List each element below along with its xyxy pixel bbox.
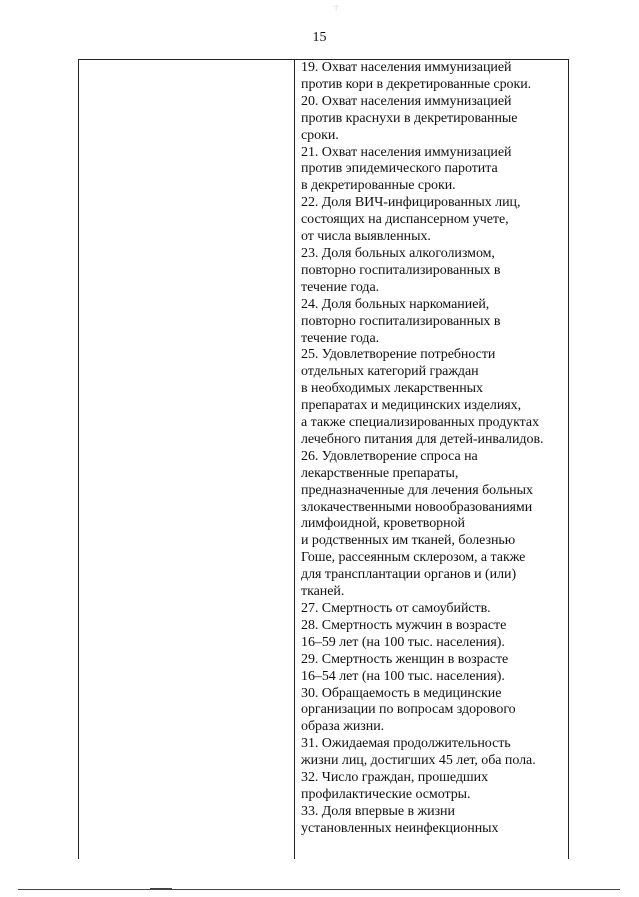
indicator-item-line: лекарственные препараты,: [301, 465, 459, 481]
indicator-item: [301, 686, 567, 737]
indicator-item-line: 16–59 лет (на 100 тыс. населения).: [301, 634, 505, 650]
indicator-item-line: против кори в декретированные сроки.: [301, 76, 532, 92]
indicator-item-line: 31. Ожидаемая продолжительность: [301, 736, 511, 752]
indicator-item-line: предназначенные для лечения больных: [301, 482, 533, 498]
indicator-item-line: 29. Смертность женщин в возрасте: [301, 651, 509, 667]
indicator-item-line: а также специализированных продуктах: [301, 415, 540, 431]
indicator-item-line: 30. Обращаемость в медицинские: [301, 685, 502, 701]
indicator-item-line: повторно госпитализированных в: [301, 313, 501, 329]
indicator-item-line: в необходимых лекарственных: [301, 381, 483, 397]
indicators-table: [78, 59, 569, 859]
indicator-item: [301, 652, 567, 686]
indicator-item-line: препаратах и медицинских изделиях,: [301, 398, 522, 414]
indicator-item-line: для трансплантации органов и (или): [301, 567, 517, 583]
indicator-item-line: течение года.: [301, 279, 380, 295]
indicator-item: [301, 449, 567, 601]
indicator-item: [301, 195, 567, 246]
indicator-item-line: 33. Доля впервые в жизни: [301, 803, 455, 819]
indicator-item-line: злокачественными новообразованиями: [301, 499, 533, 515]
indicator-item-line: 24. Доля больных наркоманией,: [301, 296, 490, 312]
page-number: 15: [312, 30, 327, 45]
indicator-item-line: 22. Доля ВИЧ-инфицированных лиц,: [301, 195, 521, 211]
indicator-item-line: против эпидемического паротита: [301, 161, 498, 177]
indicator-item-line: Гоше, рассеянным склерозом, а также: [301, 550, 526, 566]
indicator-item-line: жизни лиц, достигших 45 лет, оба пола.: [301, 753, 536, 769]
indicator-item: [301, 770, 567, 804]
indicator-item-line: от числа выявленных.: [301, 229, 431, 245]
indicator-item-line: 25. Удовлетворение потребности: [301, 347, 496, 363]
indicator-item-line: повторно госпитализированных в: [301, 262, 501, 278]
page-bottom-rule-mark: [150, 888, 172, 890]
indicator-item-line: и родственных им тканей, болезнью: [301, 533, 516, 549]
indicator-item-line: 16–54 лет (на 100 тыс. населения).: [301, 668, 505, 684]
table-column-divider: [294, 60, 295, 859]
indicator-item: [301, 297, 567, 348]
indicator-item-line: состоящих на диспансерном учете,: [301, 212, 509, 228]
indicator-item-line: против краснухи в декретированные: [301, 110, 518, 126]
indicator-item-line: лимфоидной, кроветворной: [301, 516, 465, 532]
indicators-list-cell: [301, 60, 567, 838]
indicator-item-line: установленных неинфекционных: [301, 820, 499, 836]
indicator-item-line: отдельных категорий граждан: [301, 364, 479, 380]
indicator-item-line: 19. Охват населения иммунизацией: [301, 60, 512, 75]
indicator-item-line: 28. Смертность мужчин в возрасте: [301, 617, 507, 633]
indicator-item: [301, 94, 567, 145]
indicator-item: [301, 145, 567, 196]
scan-artifact-mark: ·|·: [333, 3, 340, 11]
indicator-item-line: тканей.: [301, 584, 345, 600]
indicator-item: [301, 246, 567, 297]
indicator-item-line: образа жизни.: [301, 719, 385, 735]
page-bottom-rule: [18, 889, 620, 890]
indicator-item-line: 32. Число граждан, прошедших: [301, 770, 489, 786]
indicator-item-line: 23. Доля больных алкоголизмом,: [301, 245, 495, 261]
indicator-item: [301, 618, 567, 652]
indicator-item: [301, 347, 567, 448]
indicator-item-line: организации по вопросам здорового: [301, 702, 516, 718]
indicator-item: [301, 736, 567, 770]
indicator-item-line: 27. Смертность от самоубийств.: [301, 601, 491, 616]
indicator-item-line: 20. Охват населения иммунизацией: [301, 93, 512, 109]
indicator-item-line: 26. Удовлетворение спроса на: [301, 448, 478, 464]
indicator-item-line: в декретированные сроки.: [301, 178, 456, 194]
indicator-item-line: лечебного питания для детей-инвалидов.: [301, 431, 544, 447]
indicator-item: [301, 804, 567, 838]
indicator-item-line: 21. Охват населения иммунизацией: [301, 144, 512, 160]
indicator-item: [301, 601, 567, 618]
indicator-item-line: профилактические осмотры.: [301, 786, 471, 802]
indicator-item: [301, 60, 567, 94]
indicator-item-line: течение года.: [301, 330, 380, 346]
indicator-item-line: сроки.: [301, 127, 339, 143]
